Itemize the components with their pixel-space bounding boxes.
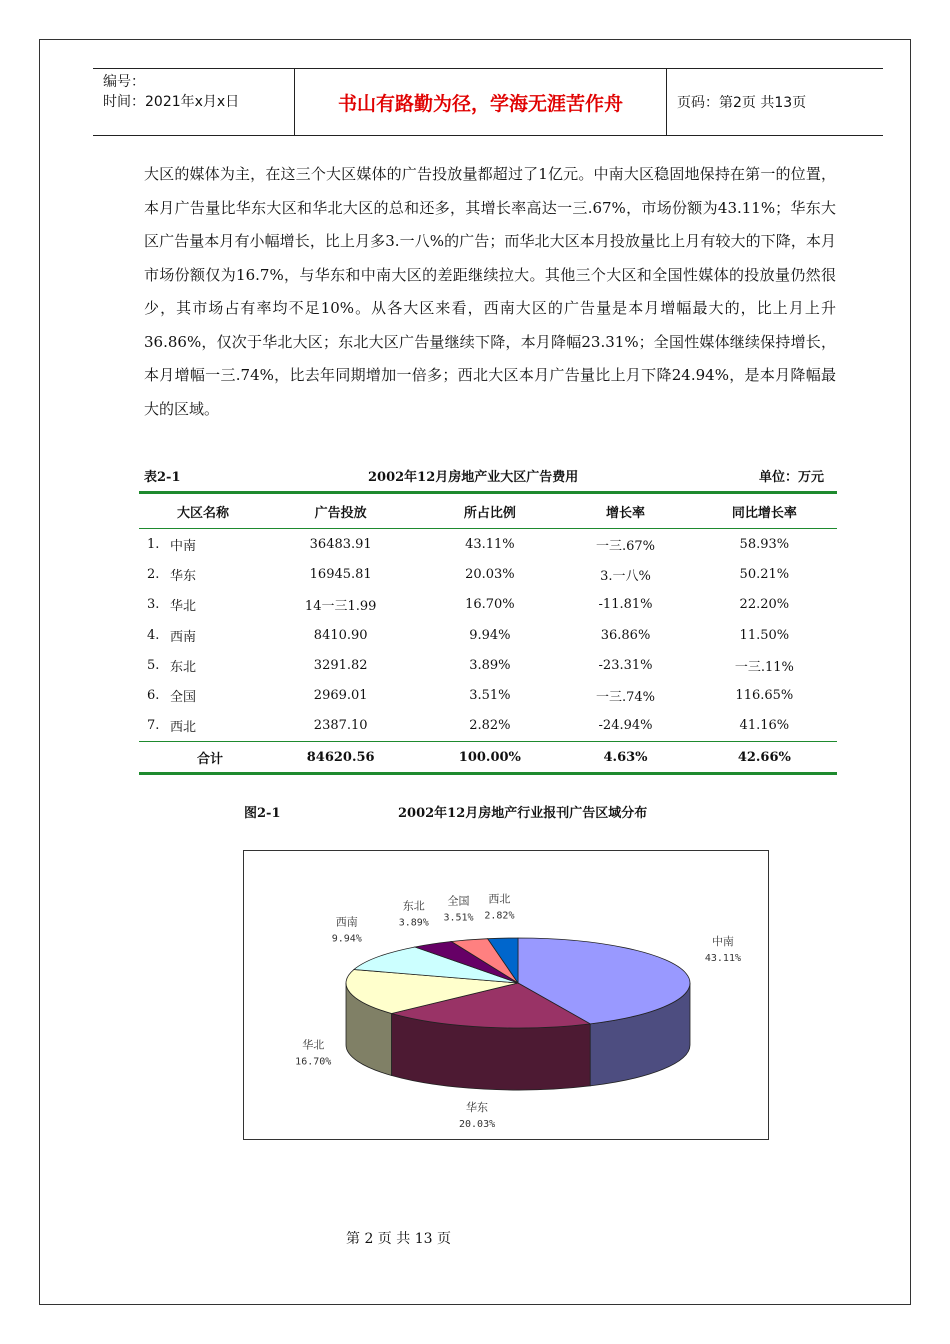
row-index: 5. [147, 657, 160, 673]
figure-title: 2002年12月房地产行业报刊广告区域分布 [398, 806, 648, 821]
row-yoy: 116.65% [735, 688, 794, 704]
pie-label [295, 1038, 331, 1068]
row-spend: 36483.91 [309, 536, 372, 552]
total-share: 100.00% [420, 742, 559, 774]
row-share: 2.82% [469, 718, 511, 734]
table-title: 2002年12月房地产业大区广告费用 [368, 470, 579, 485]
row-growth: 36.86% [600, 627, 651, 643]
row-index: 4. [147, 627, 160, 643]
row-growth: 一三.74% [596, 690, 656, 706]
row-yoy: 58.93% [739, 536, 790, 552]
row-share: 43.11% [465, 536, 515, 552]
row-region-name: 西南 [170, 629, 197, 645]
figure-label: 图2-1 [244, 806, 281, 821]
row-index: 3. [147, 597, 160, 613]
pie-label-name: 华东 [466, 1100, 489, 1114]
table-row [139, 559, 837, 589]
table-label: 表2-1 [144, 470, 181, 485]
ad-spend-table [139, 491, 837, 775]
row-index: 6. [147, 688, 160, 704]
pie-label-value: 9.94% [331, 933, 362, 945]
pie-label-name: 中南 [711, 935, 734, 949]
pie-label-name: 东北 [402, 899, 425, 913]
page-footer: 第 2 页 共 13 页 [346, 1231, 451, 1247]
col-header-share: 所占比例 [420, 493, 559, 529]
total-growth: 4.63% [559, 742, 691, 774]
row-index: 7. [147, 718, 160, 734]
table-row [139, 650, 837, 680]
row-spend: 14一三1.99 [304, 599, 377, 615]
pie-chart [244, 851, 768, 1139]
pie-label-name: 华北 [302, 1038, 325, 1052]
pie-label-value: 20.03% [458, 1118, 496, 1130]
table-row [139, 680, 837, 710]
pie-label-name: 西北 [488, 892, 511, 906]
table-row [139, 529, 837, 560]
header-page-number: 页码：第2页 共13页 [677, 95, 807, 111]
row-spend: 2969.01 [313, 688, 368, 704]
total-spend: 84620.56 [261, 742, 420, 774]
row-spend: 8410.90 [313, 627, 368, 643]
row-spend: 3291.82 [313, 657, 368, 673]
figure-caption [244, 802, 804, 824]
row-yoy: 22.20% [739, 597, 790, 613]
row-growth: -11.81% [598, 597, 653, 613]
table-row [139, 711, 837, 742]
table-unit: 单位：万元 [758, 470, 824, 485]
body-paragraph: 大区的媒体为主，在这三个大区媒体的广告投放量都超过了1亿元。中南大区稳固地保持在第一的位置，本月广告量比华东大区和华北大区的总和还多，其增长率高达一三.67%，市场份额为43.11%；华东大区广告量本月有小幅增长，比上月多3.一八%的广告；而华北大区本月投放量比上月有较大的下降，本月市场份额仅为16.7%，与华东和中南大区的差距继续拉大。其他三个大区和全国性媒体的投放量仍然很少，其市场占有率均不足10%。从各大区来看，西南大区的广告量是本月增幅最大的，比上月上升36.86%，仅次于华北大区；东北大区广告量继续下降，本月降幅23.31%；全国性媒体继续保持增长，本月增幅一三.74%，比去年同期增加一倍多；西北大区本月广告量比上月下降24.94%，是本月降幅最大的区域。 [144, 165, 836, 418]
col-header-yoy: 同比增长率 [692, 493, 837, 529]
pie-label-value: 3.51% [443, 912, 474, 924]
row-yoy: 41.16% [739, 718, 790, 734]
pie-label-name: 西南 [335, 915, 358, 929]
row-share: 9.94% [469, 627, 511, 643]
row-share: 20.03% [465, 566, 515, 582]
total-yoy: 42.66% [692, 742, 837, 774]
pie-label [459, 1100, 495, 1130]
row-spend: 2387.10 [313, 718, 368, 734]
row-index: 2. [147, 566, 160, 582]
header-time: 时间：2021年x月x日 [103, 94, 240, 110]
header-number: 编号： [103, 74, 145, 90]
row-growth: 一三.67% [596, 538, 656, 554]
table-header-row [139, 493, 837, 529]
col-header-growth: 增长率 [559, 493, 691, 529]
row-region-name: 全国 [170, 690, 197, 706]
pie-label [443, 893, 473, 923]
col-header-region: 大区名称 [139, 493, 261, 529]
pie-label [399, 899, 429, 928]
table-total-row [139, 742, 837, 774]
row-share: 3.51% [469, 688, 511, 704]
row-spend: 16945.81 [309, 566, 372, 582]
total-label: 合计 [139, 742, 261, 774]
col-header-spend: 广告投放 [261, 493, 420, 529]
pie-label [705, 934, 741, 964]
row-region-name: 西北 [170, 720, 197, 736]
row-share: 3.89% [469, 657, 511, 673]
header-motto: 书山有路勤为径，学海无涯苦作舟 [295, 69, 667, 135]
row-growth: 3.一八% [600, 568, 651, 584]
header-meta [93, 69, 295, 135]
row-share: 16.70% [465, 597, 515, 613]
pie-label-value: 16.70% [295, 1056, 332, 1068]
page-header [93, 68, 883, 136]
row-region-name: 华东 [170, 568, 197, 584]
row-region-name: 中南 [170, 538, 197, 554]
table-caption [144, 466, 836, 488]
pie-label [484, 892, 514, 921]
row-region-name: 东北 [170, 659, 197, 675]
pie-label-value: 43.11% [704, 953, 742, 965]
pie-label [332, 915, 362, 944]
row-region-name: 华北 [170, 599, 197, 615]
row-yoy: 一三.11% [734, 659, 794, 675]
pie-label-value: 2.82% [484, 910, 515, 922]
pie-label-value: 3.89% [398, 917, 429, 929]
row-growth: -24.94% [598, 718, 653, 734]
pie-label-name: 全国 [447, 894, 470, 908]
table-row [139, 620, 837, 650]
row-growth: -23.31% [598, 657, 653, 673]
row-yoy: 50.21% [739, 566, 790, 582]
row-index: 1. [147, 536, 160, 552]
pie-chart-frame [243, 850, 769, 1140]
table-row [139, 590, 837, 620]
row-yoy: 11.50% [739, 627, 790, 643]
